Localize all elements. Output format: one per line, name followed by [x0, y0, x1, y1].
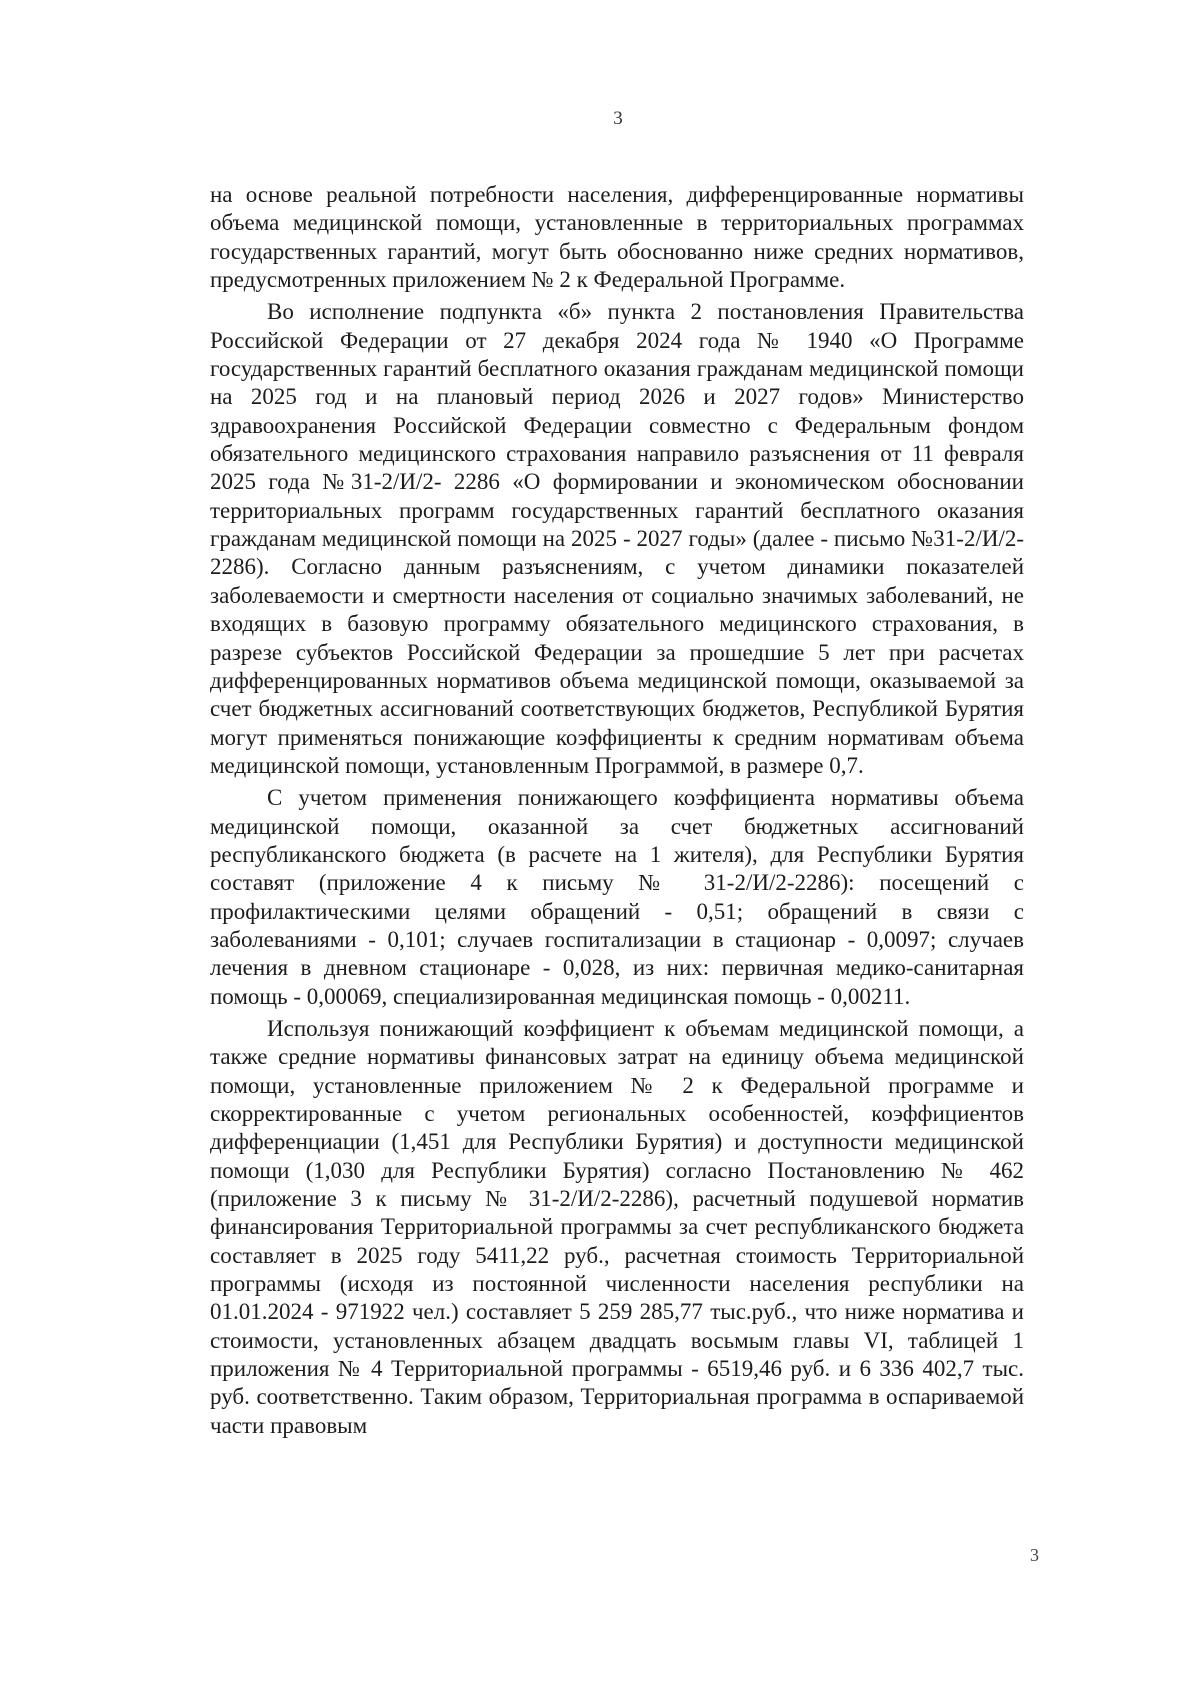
paragraph-1: на основе реальной потребности населения, дифференцированные нормативы объема медицинской помощи, установленные в территориальных программах государственных гарантий, могут быть обоснованно ниже средних нормативов, предусмотренных приложением № 2 к Федеральной Программе.	[210, 182, 1024, 293]
page-number-top: 3	[613, 108, 623, 129]
paragraph-2: Во исполнение подпункта «б» пункта 2 постановления Правительства Российской Федерации от 27 декабря 2024 года № 1940 «О Программе государственных гарантий бесплатного оказания гражданам медицинской помощи на 2025 год и на плановый период 2026 и 2027 годов» Министерство здравоохранения Российской Федерации совместно с Федеральным фондом обязательного медицинского страхования направило разъяснения от 11 февраля 2025 года №31-2/И/2- 2286 «О формировании и экономическом обосновании территориальных программ государственных гарантий бесплатного оказания гражданам медицинской помощи на 2025 - 2027 годы» (далее - письмо №31-2/И/2-2286). Согласно данным разъяснениям, с учетом динамики показателей заболеваемости и смертности населения от социально значимых заболеваний, не входящих в базовую программу обязательного медицинского страхования, в разрезе субъектов Российской Федерации за прошедшие 5 лет при расчетах дифференцированных нормативов объема медицинской помощи, оказываемой за счет бюджетных ассигнований соответствующих бюджетов, Республикой Бурятия могут применяться понижающие коэффициенты к средним нормативам объема медицинской помощи, установленным Программой, в размере 0,7.	[210, 299, 1024, 778]
paragraph-3: С учетом применения понижающего коэффициента нормативы объема медицинской помощи, оказанной за счет бюджетных ассигнований республиканского бюджета (в расчете на 1 жителя), для Республики Бурятия составят (приложение 4 к письму № 31-2/И/2-2286): посещений с профилактическими целями обращений - 0,51; обращений в связи с заболеваниями - 0,101; случаев госпитализации в стационар - 0,0097; случаев лечения в дневном стационаре - 0,028, из них: первичная медико-санитарная помощь - 0,00069, специализированная медицинская помощь - 0,00211.	[210, 785, 1024, 1009]
page-number-bottom: 3	[1030, 1545, 1039, 1565]
document-body	[210, 181, 1024, 1440]
paragraph-4: Используя понижающий коэффициент к объемам медицинской помощи, а также средние нормативы финансовых затрат на единицу объема медицинской помощи, установленные приложением № 2 к Федеральной программе и скорректированные с учетом региональных особенностей, коэффициентов дифференциации (1,451 для Республики Бурятия) и доступности медицинской помощи (1,030 для Республики Бурятия) согласно Постановлению № 462 (приложение 3 к письму № 31-2/И/2-2286), расчетный подушевой норматив финансирования Территориальной программы за счет республиканского бюджета составляет в 2025 году 5411,22 руб., расчетная стоимость Территориальной программы (исходя из постоянной численности населения республики на 01.01.2024 - 971922 чел.) составляет 5 259 285,77 тыс.руб., что ниже норматива и стоимости, установленных абзацем двадцать восьмым главы VI, таблицей 1 приложения № 4 Территориальной программы - 6519,46 руб. и 6 336 402,7 тыс. руб. соответственно. Таким образом, Территориальная программа в оспариваемой части правовым	[210, 1015, 1024, 1438]
